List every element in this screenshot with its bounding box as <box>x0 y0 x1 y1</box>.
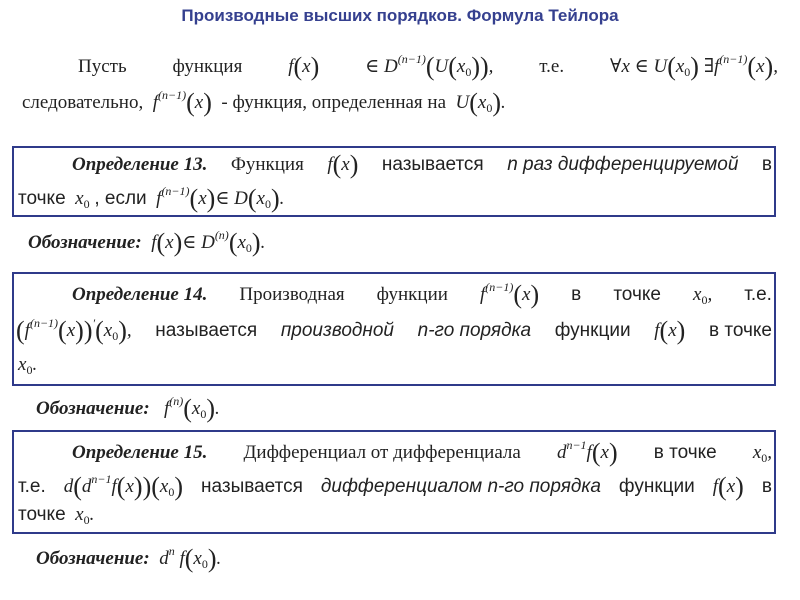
notation-15-formula: $d^n$ $f(x_0)$. <box>154 544 222 573</box>
def15-text1: Дифференциал от дифференциала <box>243 442 521 463</box>
notation-15-label: Обозначение: <box>36 548 150 569</box>
formula-neighborhood: $U(x_0)$. <box>450 88 506 117</box>
def15-x0: $x_0$, <box>752 442 772 465</box>
notation-15 <box>36 544 221 574</box>
def15-te: т.е. <box>18 476 46 497</box>
def14-proizvodnaya: Производная <box>239 284 345 305</box>
notation-14-label: Обозначение: <box>36 398 150 419</box>
def14-funkcii: функции <box>376 284 448 305</box>
def13-nazyvaetsya: называется <box>381 154 484 175</box>
definition-14-box <box>12 272 776 386</box>
definition-15-box <box>12 430 776 534</box>
notation-13 <box>28 228 265 258</box>
def14-derivative: $f^{(n-1)}(x)$ <box>479 280 540 309</box>
intro-te: т.е. <box>539 56 565 77</box>
def14-emph1: производной <box>280 320 394 341</box>
def15-x0-end: $x_0$. <box>70 504 95 527</box>
def14-tochke: точке <box>613 284 661 305</box>
notation-14 <box>36 394 220 424</box>
def13-tochke: точке <box>18 188 66 209</box>
def13-esli: , если <box>94 188 147 209</box>
notation-13-label: Обозначение: <box>28 232 142 253</box>
intro-sledovatelno: следовательно, <box>22 92 144 113</box>
intro-funkciya: функция <box>172 56 243 77</box>
def14-fx: f(x) <box>654 316 686 345</box>
def14-nazyvaetsya: называется <box>155 320 258 341</box>
def13-word: Функция <box>230 154 304 175</box>
intro-line-1 <box>78 52 778 82</box>
intro-rest: - функция, определенная на <box>221 92 447 113</box>
def14-v: в <box>571 284 582 305</box>
def15-tochke: точке <box>18 504 66 525</box>
def15-fx: f(x) <box>712 472 744 501</box>
def14-funkcii2: функции <box>554 320 631 341</box>
formula-membership: ∈ $D^{(n-1)}(U(x_0))$, <box>365 52 494 81</box>
def15-formula: $d(d^{n-1}f(x))(x_0)$ <box>63 472 184 501</box>
formula-quantifier: ∀x ∈ $U(x_0)$ $\exists f^{(n-1)}(x)$, <box>610 52 778 81</box>
def14-emph2: n-го порядка <box>417 320 532 341</box>
def15-v-tochke: в точке <box>653 442 717 463</box>
formula-derivative: $f^{(n-1)}(x)$ <box>147 88 212 117</box>
def14-x0: $x_0$, <box>693 284 713 307</box>
def13-v: в <box>761 154 772 175</box>
notation-14-formula: $f^{(n)}(x_0)$. <box>154 394 220 423</box>
def14-formula: $(f^{(n-1)}(x))'(x_0)$, <box>16 316 132 345</box>
intro-line-2 <box>22 88 506 118</box>
def14-x0-end: $x_0$. <box>18 354 38 377</box>
definition-13-box <box>12 146 776 217</box>
def14-label: Определение 14. <box>72 284 208 305</box>
def14-te: т.е. <box>744 284 772 305</box>
def15-emph: дифференциалом n-го порядка <box>320 476 601 497</box>
formula-fx: f(x) <box>288 52 320 81</box>
def15-funkcii: функции <box>618 476 695 497</box>
def15-differential: $d^{n-1}f(x)$ <box>556 438 618 467</box>
def13-x0: $x_0$ <box>70 188 90 211</box>
def15-v: в <box>761 476 772 497</box>
notation-13-formula: f(x)∈ $D^{(n)}(x_0)$. <box>146 228 266 257</box>
def13-emph: n раз дифференцируемой <box>507 154 739 175</box>
def15-label: Определение 15. <box>72 442 208 463</box>
intro-pust: Пусть <box>78 56 127 77</box>
def13-condition: $f^{(n-1)}(x)\in$ $D(x_0)$. <box>151 184 285 213</box>
def13-fx: f(x) <box>327 150 359 179</box>
def13-label: Определение 13. <box>72 154 208 175</box>
def14-v-tochke: в точке <box>708 320 772 341</box>
page-title: Производные высших порядков. Формула Тейлора <box>181 6 619 25</box>
def15-nazyvaetsya: называется <box>201 476 303 497</box>
